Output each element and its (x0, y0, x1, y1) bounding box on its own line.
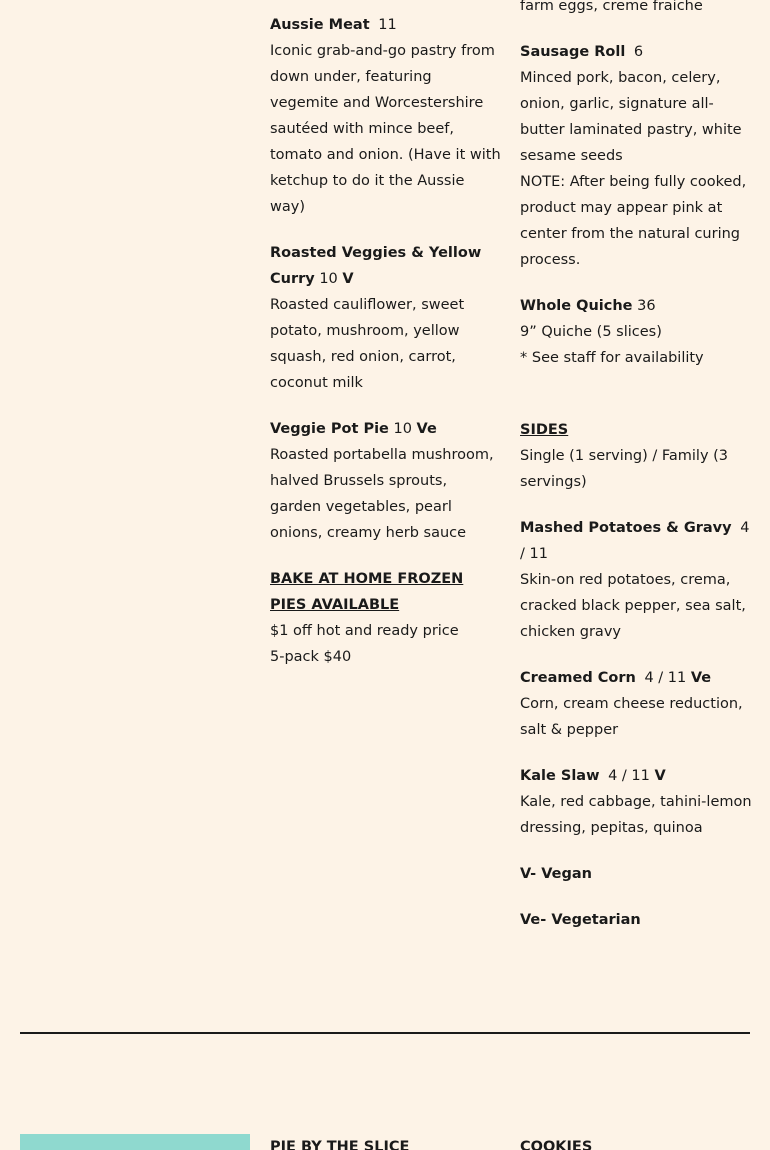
pie-by-the-slice-heading: PIE BY THE SLICE (270, 1139, 410, 1150)
menu-item-mashed-potatoes (520, 515, 752, 645)
legend-vegan (520, 861, 752, 887)
frozen-pack-line: 5-pack $40 (270, 649, 352, 665)
frozen-pies-section (270, 566, 502, 670)
item-price: 36 (637, 298, 656, 314)
sides-section-header (520, 417, 752, 495)
item-price: 6 (633, 44, 644, 60)
menu-item-roasted-veggies-curry (270, 240, 502, 396)
item-name: Aussie Meat (270, 17, 370, 33)
item-description: Kale, red cabbage, tahini-lemon dressing, pepitas, quinoa (520, 794, 752, 836)
item-name: Sausage Roll (520, 44, 626, 60)
section-heading: SIDES (520, 422, 569, 438)
frozen-offer-line: $1 off hot and ready price (270, 623, 459, 639)
legend-vegetarian (520, 907, 752, 933)
item-description: Roasted portabella mushroom, halved Brussels sprouts, garden vegetables, pearl onions, creamy herb sauce (270, 447, 494, 541)
item-diet-tag: Ve (690, 670, 712, 686)
item-price: 4 / 11 (608, 768, 650, 784)
item-diet-tag: Ve (416, 421, 437, 437)
item-name: Veggie Pot Pie (270, 421, 389, 437)
item-name: Roasted Veggies & Yellow Curry (270, 245, 482, 287)
item-description: Minced pork, bacon, celery, onion, garlic, signature all-butter laminated pastry, white sesame seeds (520, 70, 742, 164)
item-description: farm eggs, creme fraiche (520, 0, 703, 14)
item-description: Iconic grab-and-go pastry from down under, featuring vegemite and Worcestershire sautéed with mince beef, tomato and onion. (Have it with ketchup to do it the Aussie way) (270, 43, 501, 215)
menu-column-middle (270, 12, 502, 690)
item-name: Kale Slaw (520, 768, 600, 784)
item-note: * See staff for availability (520, 350, 704, 366)
menu-item-whole-quiche (520, 293, 752, 371)
item-note: NOTE: After being fully cooked, product may appear pink at center from the natural curing process. (520, 174, 747, 268)
cookies-heading: COOKIES (520, 1139, 593, 1150)
section-divider (20, 1032, 750, 1034)
item-description: Skin-on red potatoes, crema, cracked black pepper, sea salt, chicken gravy (520, 572, 746, 640)
item-description: Corn, cream cheese reduction, salt & pepper (520, 696, 743, 738)
item-price: 10 (393, 421, 412, 437)
teal-image-block (20, 1134, 250, 1150)
legend-text: V- Vegan (520, 866, 592, 882)
item-name: Whole Quiche (520, 298, 633, 314)
item-price: 10 (319, 271, 338, 287)
menu-item-veggie-pot-pie (270, 416, 502, 546)
item-diet-tag: V (654, 768, 666, 784)
item-description: Roasted cauliflower, sweet potato, mushroom, yellow squash, red onion, carrot, coconut milk (270, 297, 465, 391)
item-diet-tag: V (342, 271, 354, 287)
item-description: 9” Quiche (5 slices) (520, 324, 662, 340)
item-price: 4 / 11 (520, 520, 750, 562)
item-price: 11 (378, 17, 397, 33)
menu-item-sausage-roll (520, 39, 752, 273)
menu-item-partial (520, 0, 752, 19)
item-name: Mashed Potatoes & Gravy (520, 520, 732, 536)
menu-column-right (520, 0, 752, 953)
section-heading: BAKE AT HOME FROZEN PIES AVAILABLE (270, 571, 464, 613)
menu-item-kale-slaw (520, 763, 752, 841)
menu-item-creamed-corn (520, 665, 752, 743)
legend-text: Ve- Vegetarian (520, 912, 641, 928)
sides-serving-info: Single (1 serving) / Family (3 servings) (520, 448, 729, 490)
menu-item-aussie-meat (270, 12, 502, 220)
item-price: 4 / 11 (644, 670, 687, 686)
item-name: Creamed Corn (520, 670, 636, 686)
